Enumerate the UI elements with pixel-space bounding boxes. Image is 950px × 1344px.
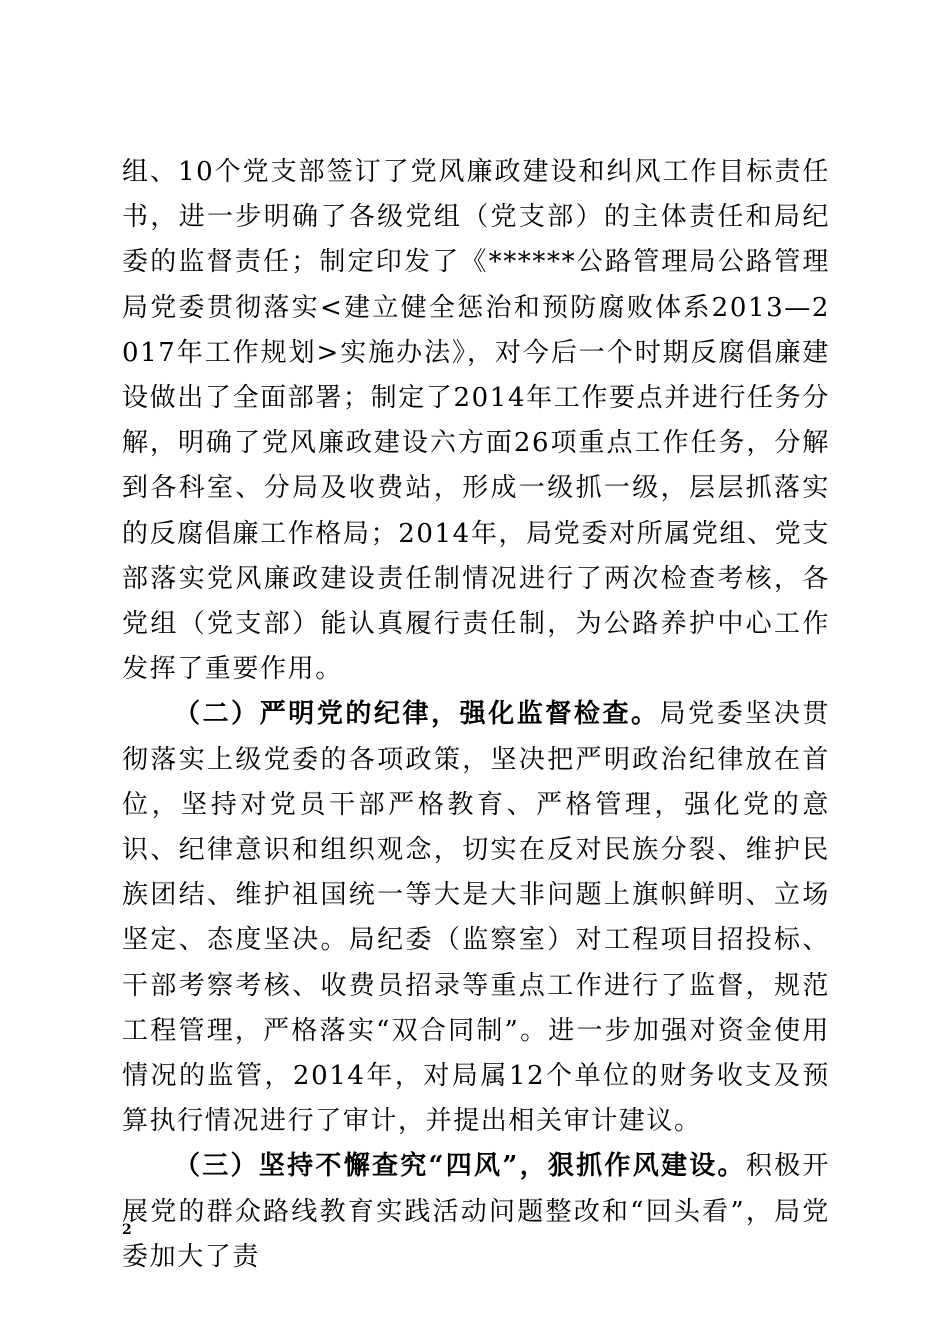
paragraph-discipline [122,692,830,1144]
paragraph-heading-3: （三）坚持不懈查究“四风”，狠抓作风建设。 [174,1151,746,1182]
paragraph-text: 局党委坚决贯彻落实上级党委的各项政策，坚决把严明政治纪律放在首位，坚持对党员干部严格教育、严格管理，强化党的意识、纪律意识和组织观念，切实在反对民族分裂、维护民族团结、维护祖国统一等大是大非问题上旗帜鲜明、立场坚定、态度坚决。局纪委（监察室）对工程项目招投标、干部考察考核、收费员招录等重点工作进行了监督，规范工程管理，严格落实“双合同制”。进一步加强对资金使用情况的监管，2014年，对局属12个单位的财务收支及预算执行情况进行了审计，并提出相关审计建议。 [122,699,830,1137]
paragraph-four-styles [122,1144,830,1280]
paragraph-text: 积极开展党的群众路线教育实践活动问题整改和“回头看”，局党委加大了责 [122,1151,830,1272]
page-number: 2 [122,1222,132,1238]
paragraph-responsibility [122,150,830,692]
document-body [122,150,830,1280]
paragraph-heading-2: （二）严明党的纪律，强化监督检查。 [174,699,660,730]
paragraph-text: 组、10个党支部签订了党风廉政建设和纠风工作目标责任书，进一步明确了各级党组（党支部）的主体责任和局纪委的监督责任；制定印发了《******公路管理局公路管理局党委贯彻落实<建立健全惩治和预防腐败体系2013—2017年工作规划>实施办法》，对今后一个时期反腐倡廉建设做出了全面部署；制定了2014年工作要点并进行任务分解，明确了党风廉政建设六方面26项重点工作任务，分解到各科室、分局及收费站，形成一级抓一级，层层抓落实的反腐倡廉工作格局；2014年，局党委对所属党组、党支部落实党风廉政建设责任制情况进行了两次检查考核，各党组（党支部）能认真履行责任制，为公路养护中心工作发挥了重要作用。 [122,157,830,685]
